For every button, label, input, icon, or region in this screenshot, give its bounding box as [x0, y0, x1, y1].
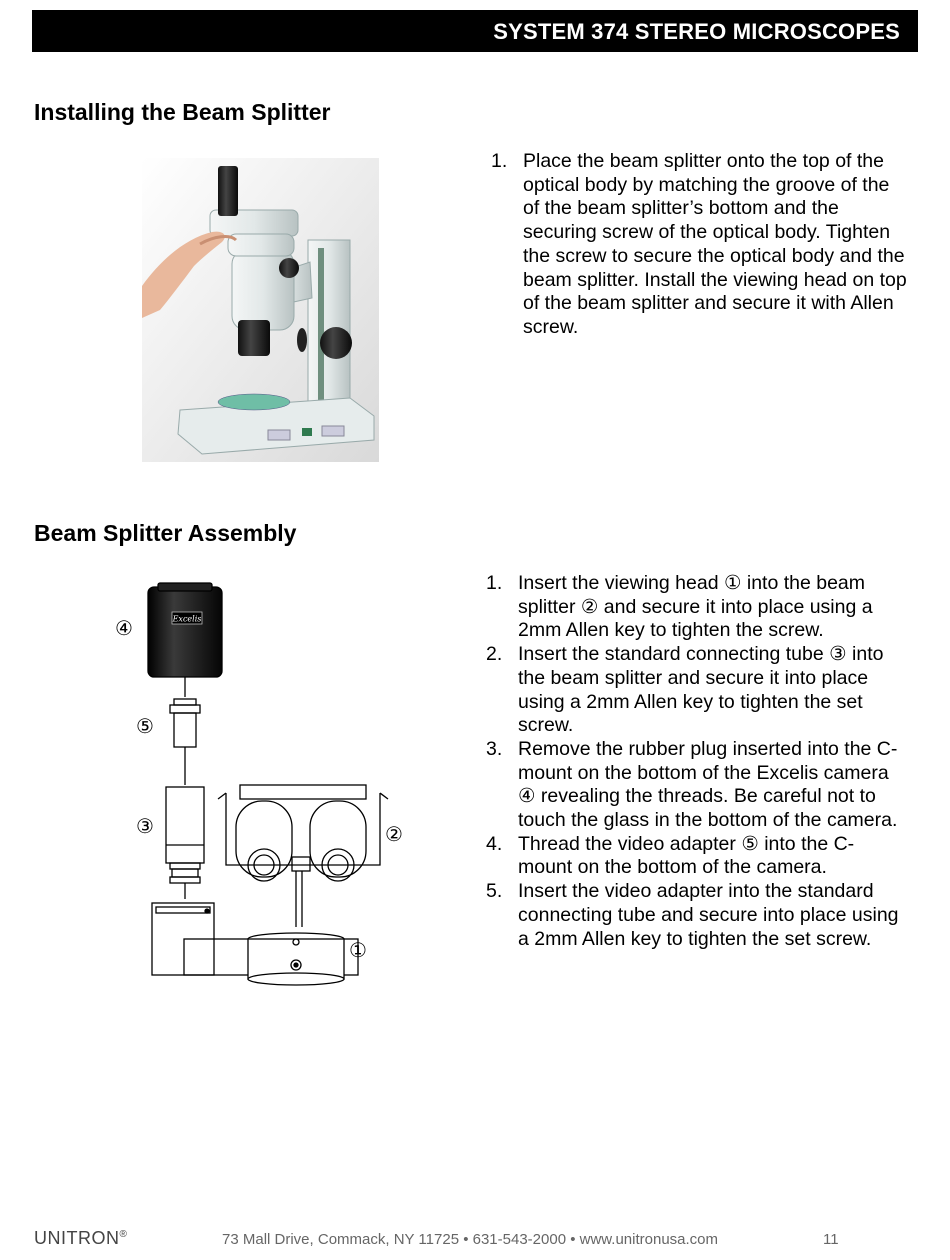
camera-brand-label: Excelis	[172, 614, 202, 624]
list-item	[486, 643, 906, 738]
callout-1: ①	[349, 938, 367, 962]
list-item	[486, 738, 906, 833]
assembly-steps-list	[486, 572, 906, 951]
footer-address: 73 Mall Drive, Commack, NY 11725 • 631-543-2000 • www.unitronusa.com	[222, 1231, 719, 1248]
section-title-installing: Installing the Beam Splitter	[34, 99, 331, 125]
page-number: 11	[823, 1231, 839, 1248]
step-number: 4.	[486, 832, 503, 855]
step-text: Insert the video adapter into the standard connecting tube and secure into place using a 2mm Allen key to tighten the set screw.	[518, 880, 899, 950]
callout-3: ③	[136, 814, 154, 838]
step-number: 1.	[486, 572, 503, 594]
header-bar	[32, 10, 918, 52]
microscope-photo	[142, 158, 379, 462]
header-title: SYSTEM 374 STEREO MICROSCOPES	[493, 19, 900, 44]
step-text: Insert the viewing head ① into the beam splitter ② and secure it into place using a 2mm Allen key to tighten the screw.	[518, 572, 873, 642]
step-number: 5.	[486, 880, 503, 903]
list-item	[486, 572, 906, 643]
step-number: 3.	[486, 737, 503, 760]
callout-2: ②	[385, 822, 403, 846]
step-text: Thread the video adapter ⑤ into the C-mount on the bottom of the camera.	[518, 832, 855, 879]
footer-brand	[34, 1228, 127, 1249]
beam-splitter-assembly-diagram	[100, 575, 420, 990]
section-title-assembly: Beam Splitter Assembly	[34, 520, 297, 546]
callout-4: ④	[115, 616, 133, 640]
installing-steps-list	[491, 150, 911, 340]
list-item	[486, 833, 906, 880]
list-item	[491, 150, 911, 340]
step-text: Place the beam splitter onto the top of the optical body by matching the groove of the of the beam splitter’s bottom and the securing screw of the optical body. Tighten the screw to secure the optical body and the beam splitter. Install the viewing head on top of the beam splitter and secure it with Allen screw.	[523, 150, 907, 338]
step-number: 2.	[486, 643, 503, 666]
step-text: Remove the rubber plug inserted into the C-mount on the bottom of the Excelis camera ④ revealing the threads. Be careful not to touch the glass in the bottom of the camera.	[518, 737, 898, 832]
step-number: 1.	[491, 150, 508, 172]
brand-name: UNITRON	[34, 1228, 120, 1248]
list-item	[486, 880, 906, 951]
step-text: Insert the standard connecting tube ③ into the beam splitter and secure it into place using a 2mm Allen key to tighten the set screw.	[518, 643, 884, 737]
registered-mark: ®	[119, 1229, 128, 1240]
callout-5: ⑤	[136, 714, 154, 738]
